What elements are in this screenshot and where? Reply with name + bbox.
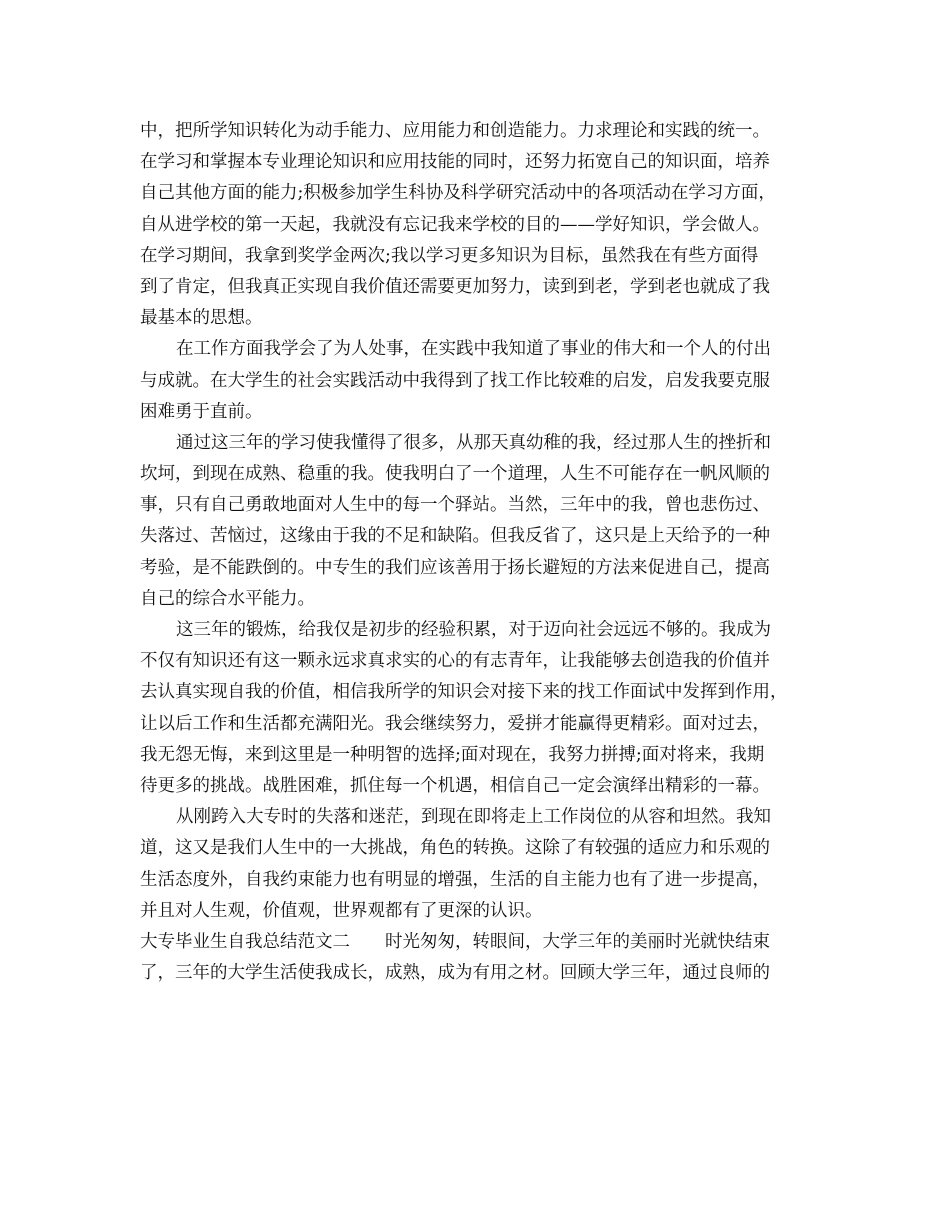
text-line: 在学习和掌握本专业理论知识和应用技能的同时，还努力拓宽自己的知识面，培养 [140, 152, 770, 173]
text-line: 去认真实现自我的价值，相信我所学的知识会对接下来的找工作面试中发挥到作用， [140, 682, 788, 703]
text-line: 事，只有自己勇敢地面对人生中的每一个驿站。当然，三年中的我，曾也悲伤过、 [140, 495, 770, 516]
text-line: 自己其他方面的能力;积极参加学生科协及科学研究活动中的各项活动在学习方面， [140, 183, 776, 204]
text-line: 到了肯定，但我真正实现自我价值还需要更加努力，读到到老，学到老也就成了我 [140, 276, 770, 297]
text-line: 生活态度外，自我约束能力也有明显的增强，生活的自主能力也有了进一步提高， [140, 869, 770, 890]
text-line: 与成就。在大学生的社会实践活动中我得到了找工作比较难的启发，启发我要克服 [140, 370, 770, 391]
text-line: 让以后工作和生活都充满阳光。我会继续努力，爱拼才能赢得更精彩。面对过去， [140, 713, 770, 734]
paragraph-first-line: 这三年的锻炼，给我仅是初步的经验积累，对于迈向社会远远不够的。我成为 [176, 620, 771, 640]
text-line: 大专毕业生自我总结范文二 时光匆匆，转眼间，大学三年的美丽时光就快结束 [140, 931, 770, 952]
text-line: 中，把所学知识转化为动手能力、应用能力和创造能力。力求理论和实践的统一。 [140, 121, 770, 141]
document-body [140, 116, 820, 989]
text-line: 自从进学校的第一天起，我就没有忘记我来学校的目的——学好知识，学会做人。 [140, 214, 770, 235]
text-line: 自己的综合水平能力。 [140, 588, 315, 609]
text-line: 待更多的挑战。战胜困难，抓住每一个机遇，相信自己一定会演绎出精彩的一幕。 [140, 775, 770, 796]
text-line: 坎坷，到现在成熟、稳重的我。使我明白了一个道理，人生不可能存在一帆风顺的 [140, 464, 770, 485]
text-line: 考验，是不能跌倒的。中专生的我们应该善用于扬长避短的方法来促进自己，提高 [140, 557, 770, 578]
paragraph-first-line: 在工作方面我学会了为人处事，在实践中我知道了事业的伟大和一个人的付出 [176, 339, 771, 360]
paragraph-first-line: 从刚跨入大专时的失落和迷茫，到现在即将走上工作岗位的从容和坦然。我知 [176, 807, 771, 828]
text-line: 了，三年的大学生活使我成长，成熟，成为有用之材。回顾大学三年，通过良师的 [140, 963, 770, 984]
text-line: 失落过、苦恼过，这缘由于我的不足和缺陷。但我反省了，这只是上天给予的一种 [140, 526, 770, 547]
text-line: 不仅有知识还有这一颗永远求真求实的心的有志青年，让我能够去创造我的价值并 [140, 651, 770, 672]
text-line: 在学习期间，我拿到奖学金两次;我以学习更多知识为目标，虽然我在有些方面得 [140, 245, 759, 266]
text-line: 困难勇于直前。 [140, 401, 263, 422]
text-line: 道，这又是我们人生中的一大挑战，角色的转换。这除了有较强的适应力和乐观的 [140, 838, 770, 859]
text-line: 我无怨无悔，来到这里是一种明智的选择;面对现在，我努力拼搏;面对将来，我期 [140, 744, 765, 765]
text-line: 最基本的思想。 [140, 308, 263, 329]
text-line: 并且对人生观，价值观，世界观都有了更深的认识。 [140, 900, 543, 921]
paragraph-first-line: 通过这三年的学习使我懂得了很多，从那天真幼稚的我，经过那人生的挫折和 [176, 432, 771, 453]
